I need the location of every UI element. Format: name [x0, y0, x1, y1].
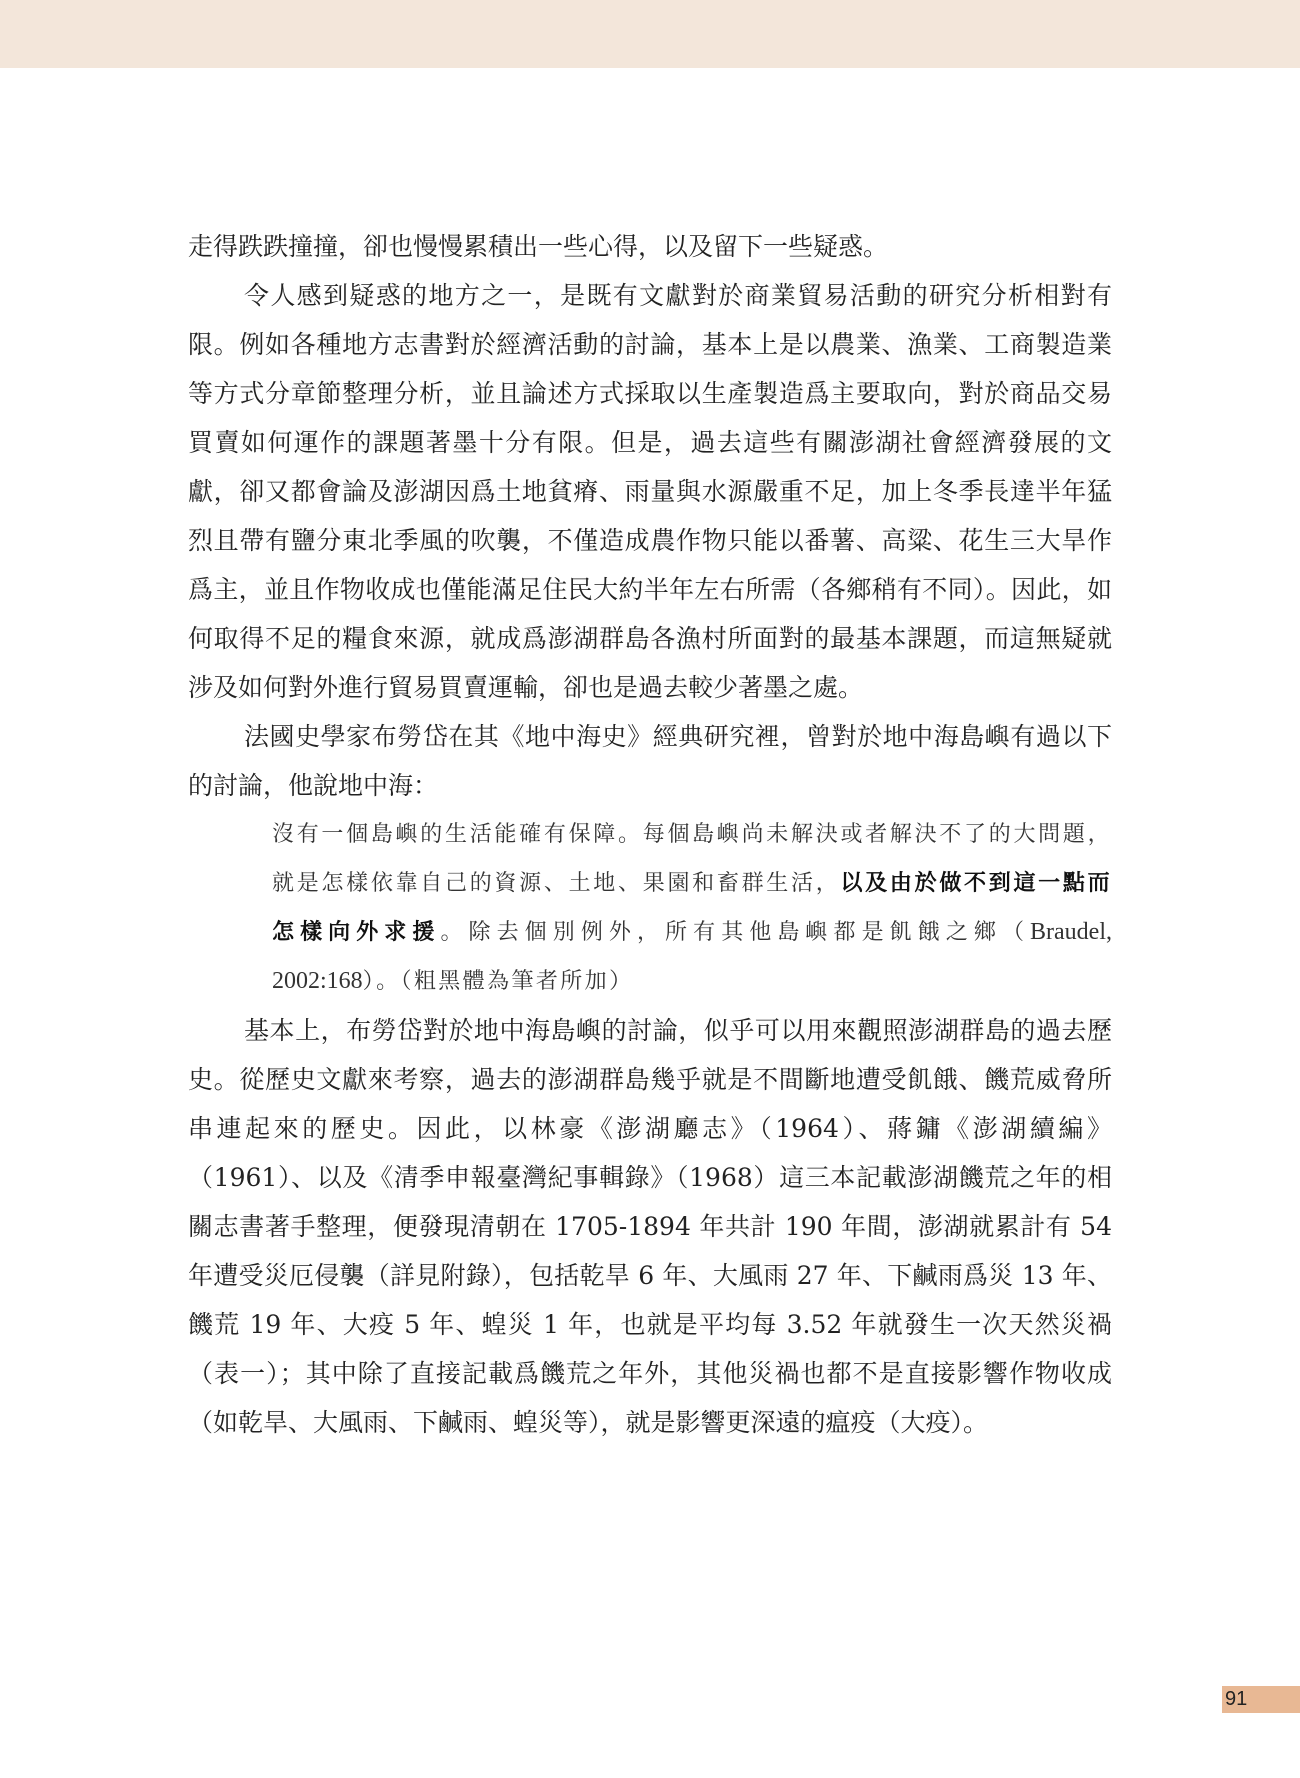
- quote-citation: Braudel, 2002:168: [272, 919, 1112, 994]
- paragraph-doubt: 令人感到疑惑的地方之一，是既有文獻對於商業貿易活動的研究分析相對有限。例如各種地方志書對於經濟活動的討論，基本上是以農業、漁業、工商製造業等方式分章節整理分析，並且論述方式採取以生產製造爲主要取向，對於商品交易買賣如何運作的課題著墨十分有限。但是，過去這些有關澎湖社會經濟發展的文獻，卻又都會論及澎湖因爲土地貧瘠、雨量與水源嚴重不足，加上冬季長達半年猛烈且帶有鹽分東北季風的吹襲，不僅造成農作物只能以番薯、高粱、花生三大旱作爲主，並且作物收成也僅能滿足住民大約半年左右所需（各鄉稍有不同）。因此，如何取得不足的糧食來源，就成爲澎湖群島各漁村所面對的最基本課題，而這無疑就涉及如何對外進行貿易買賣運輸，卻也是過去較少著墨之處。: [188, 281, 1112, 702]
- header-band: [0, 0, 1300, 68]
- body-text: [188, 222, 1112, 1447]
- paragraph-braudel-intro: 法國史學家布勞岱在其《地中海史》經典研究裡，曾對於地中海島嶼有過以下的討論，他說地中海：: [188, 722, 1112, 800]
- block-quote: [188, 810, 1112, 1006]
- quote-text-part2: 。除去個別例外，所有其他島嶼都是飢餓之鄉（: [440, 920, 1031, 945]
- quote-text-part3: ）。（粗黑體為筆者所加）: [362, 969, 634, 994]
- paragraph-continuation: 走得跌跌撞撞，卻也慢慢累積出一些心得，以及留下一些疑惑。: [188, 232, 889, 261]
- quote-text-part1: 沒有一個島嶼的生活能確有保障。每個島嶼尚未解決或者解決不了的大問題，就是怎樣依靠自己的資源、土地、果園和畜群生活，: [272, 822, 1112, 896]
- quote-bold-text: 以及由於做不到這一點而怎樣向外求援: [272, 870, 1113, 945]
- paragraph-famine-history: 基本上，布勞岱對於地中海島嶼的討論，似乎可以用來觀照澎湖群島的過去歷史。從歷史文獻來考察，過去的澎湖群島幾乎就是不間斷地遭受飢餓、饑荒威脅所串連起來的歷史。因此，以林豪《澎湖廳志》（1964）、蔣鏞《澎湖續編》（1961）、以及《清季申報臺灣紀事輯錄》（1968）這三本記載澎湖饑荒之年的相關志書著手整理，便發現清朝在 1705-1894 年共計 190 年間，澎湖就累計有 54 年遭受災厄侵襲（詳見附錄），包括乾旱 6 年、大風雨 27 年、下鹹雨爲災 13 年、饑荒 19 年、大疫 5 年、蝗災 1 年，也就是平均每 3.52 年就發生一次天然災禍（表一）；其中除了直接記載爲饑荒之年外，其他災禍也都不是直接影響作物收成（如乾旱、大風雨、下鹹雨、蝗災等），就是影響更深遠的瘟疫（大疫）。: [188, 1016, 1112, 1437]
- page-number: 91: [1222, 1686, 1300, 1713]
